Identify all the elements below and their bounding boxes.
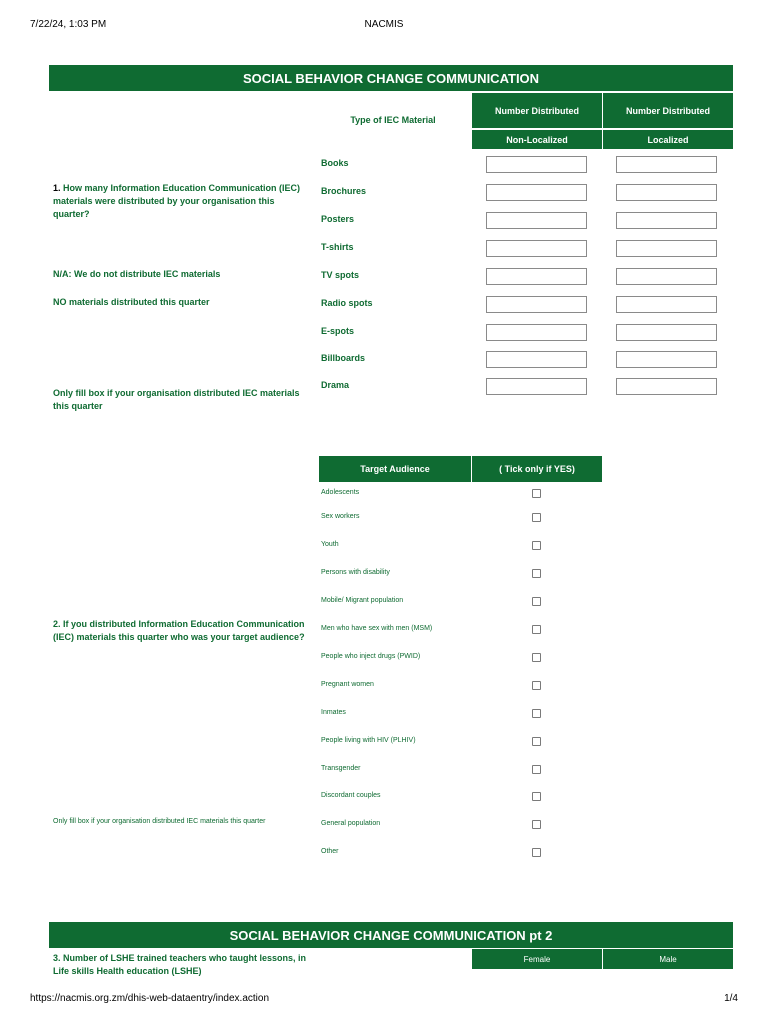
non-localized-count-input[interactable]: [486, 240, 587, 257]
target-audience-label: People living with HIV (PLHIV): [321, 737, 416, 744]
target-audience-label: Transgender: [321, 765, 361, 772]
question-1-text: How many Information Education Communication (IEC) materials were distributed by your organisation this quarter?: [53, 183, 301, 219]
localized-count-input[interactable]: [616, 184, 717, 201]
target-audience-checkbox[interactable]: [532, 681, 541, 690]
localized-count-input[interactable]: [616, 296, 717, 313]
question-3: 3. Number of LSHE trained teachers who taught lessons, in Life skills Health education (LSHE): [53, 953, 307, 976]
non-localized-count-input[interactable]: [486, 324, 587, 341]
target-audience-label: Youth: [321, 541, 339, 548]
non-localized-count-input[interactable]: [486, 268, 587, 285]
only-fill-note-2: Only fill box if your organisation distributed IEC materials this quarter: [53, 818, 266, 825]
target-audience-checkbox[interactable]: [532, 737, 541, 746]
number-distributed-header-nonlocalized: Number Distributed: [472, 93, 602, 128]
only-fill-note: Only fill box if your organisation distributed IEC materials this quarter: [53, 388, 300, 411]
na-option-label: N/A: We do not distribute IEC materials: [53, 269, 221, 279]
target-audience-label: Pregnant women: [321, 681, 374, 688]
localized-count-input[interactable]: [616, 268, 717, 285]
section-title-pt2: SOCIAL BEHAVIOR CHANGE COMMUNICATION pt 2: [49, 922, 733, 948]
target-audience-label: Inmates: [321, 709, 346, 716]
localized-count-input[interactable]: [616, 324, 717, 341]
target-audience-label: Other: [321, 848, 339, 855]
print-datetime: 7/22/24, 1:03 PM: [30, 19, 107, 30]
material-label: E-spots: [321, 326, 355, 336]
localized-count-input[interactable]: [616, 156, 717, 173]
material-label: Billboards: [321, 353, 366, 363]
target-audience-checkbox[interactable]: [532, 820, 541, 829]
section-title: SOCIAL BEHAVIOR CHANGE COMMUNICATION: [49, 65, 733, 91]
target-audience-checkbox[interactable]: [532, 625, 541, 634]
target-audience-header: Target Audience: [319, 456, 471, 482]
non-localized-count-input[interactable]: [486, 351, 587, 368]
material-label: Posters: [321, 214, 355, 224]
target-audience-checkbox[interactable]: [532, 513, 541, 522]
non-localized-count-input[interactable]: [486, 156, 587, 173]
target-audience-label: Mobile/ Migrant population: [321, 597, 404, 604]
target-audience-label: People who inject drugs (PWID): [321, 653, 421, 660]
non-localized-subheader: Non-Localized: [472, 130, 602, 149]
target-audience-checkbox[interactable]: [532, 569, 541, 578]
target-audience-label: Adolescents: [321, 489, 360, 496]
male-header: Male: [603, 949, 733, 969]
localized-subheader: Localized: [603, 130, 733, 149]
material-label: TV spots: [321, 270, 360, 280]
target-audience-checkbox[interactable]: [532, 489, 541, 498]
question-1: [53, 182, 313, 221]
localized-count-input[interactable]: [616, 240, 717, 257]
non-localized-count-input[interactable]: [486, 184, 587, 201]
question-2: 2. If you distributed Information Education Communication (IEC) materials this quarter who was your target audience?: [53, 619, 305, 642]
target-audience-checkbox[interactable]: [532, 653, 541, 662]
material-label: Drama: [321, 380, 350, 390]
type-of-iec-material-header: Type of IEC Material: [350, 115, 436, 125]
target-audience-label: Discordant couples: [321, 792, 381, 799]
no-materials-option-label: NO materials distributed this quarter: [53, 297, 210, 307]
material-label: Radio spots: [321, 298, 373, 308]
target-audience-label: Persons with disability: [321, 569, 390, 576]
non-localized-count-input[interactable]: [486, 212, 587, 229]
localized-count-input[interactable]: [616, 351, 717, 368]
target-audience-label: Men who have sex with men (MSM): [321, 625, 433, 632]
question-1-number: 1.: [53, 183, 61, 193]
target-audience-checkbox[interactable]: [532, 541, 541, 550]
print-url: https://nacmis.org.zm/dhis-web-dataentry/index.action: [30, 993, 269, 1004]
localized-count-input[interactable]: [616, 212, 717, 229]
material-label: Books: [321, 158, 349, 168]
target-audience-checkbox[interactable]: [532, 597, 541, 606]
material-label: T-shirts: [321, 242, 354, 252]
target-audience-checkbox[interactable]: [532, 709, 541, 718]
print-title: NACMIS: [364, 19, 404, 30]
target-audience-checkbox[interactable]: [532, 792, 541, 801]
non-localized-count-input[interactable]: [486, 296, 587, 313]
target-audience-checkbox[interactable]: [532, 765, 541, 774]
page-number: 1/4: [724, 993, 738, 1004]
target-audience-label: General population: [321, 820, 381, 827]
localized-count-input[interactable]: [616, 378, 717, 395]
target-audience-checkbox[interactable]: [532, 848, 541, 857]
female-header: Female: [472, 949, 602, 969]
non-localized-count-input[interactable]: [486, 378, 587, 395]
material-label: Brochures: [321, 186, 367, 196]
target-audience-label: Sex workers: [321, 513, 360, 520]
tick-only-if-yes-header: ( Tick only if YES): [472, 456, 602, 482]
number-distributed-header-localized: Number Distributed: [603, 93, 733, 128]
